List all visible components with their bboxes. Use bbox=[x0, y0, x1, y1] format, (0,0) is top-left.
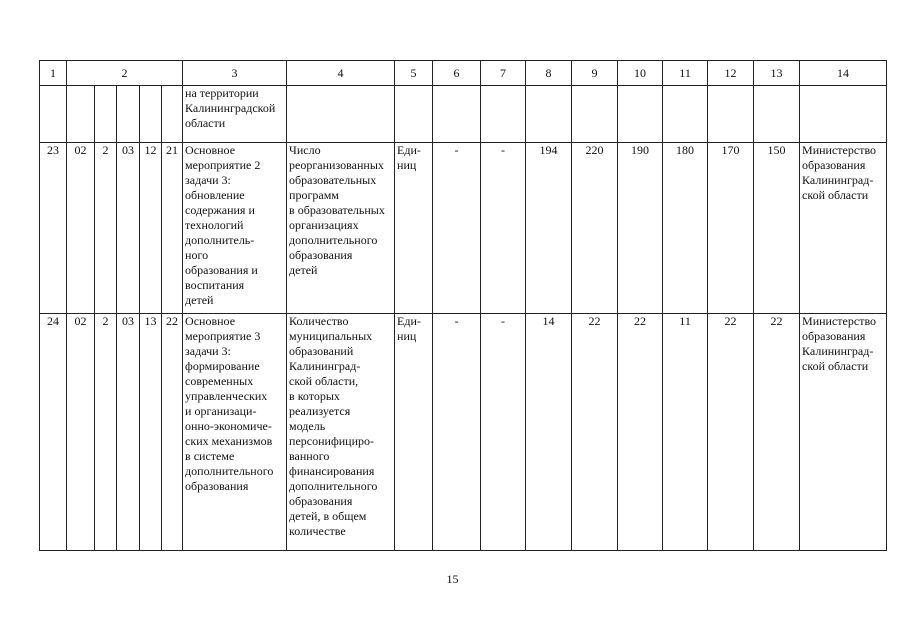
event-cell: Основное мероприятие 3 задачи 3: формирование современных управленческих и организаци- онно-экономиче- ских механизмов в системе дополнительного образования bbox=[183, 314, 287, 551]
code-cell: 13 bbox=[140, 314, 162, 551]
header-cell: 13 bbox=[754, 61, 800, 86]
value-cell: 22 bbox=[754, 314, 800, 551]
value-cell: - bbox=[433, 143, 481, 314]
data-table bbox=[39, 60, 887, 551]
header-cell: 7 bbox=[481, 61, 526, 86]
value-cell: - bbox=[481, 143, 526, 314]
value-cell: 22 bbox=[708, 314, 754, 551]
code-cell: 2 bbox=[95, 143, 117, 314]
code-cell: 22 bbox=[162, 314, 183, 551]
table-row bbox=[40, 143, 887, 314]
event-cell: Основное мероприятие 2 задачи 3: обновление содержания и технологий дополнитель- ного образования и воспитания детей bbox=[183, 143, 287, 314]
continuation-text: на территории Калининградской области bbox=[183, 86, 287, 143]
table-row bbox=[40, 314, 887, 551]
responsible-cell: Министерство образования Калининград- ской области bbox=[800, 143, 887, 314]
value-cell: 180 bbox=[663, 143, 708, 314]
row-number: 23 bbox=[40, 143, 67, 314]
header-cell: 5 bbox=[395, 61, 433, 86]
header-cell: 14 bbox=[800, 61, 887, 86]
indicator-cell: Количество муниципальных образований Калининград- ской области, в которых реализуется модель персонифициро- ванного финансирования дополнительного образования детей, в общем количестве bbox=[287, 314, 395, 551]
header-cell: 8 bbox=[526, 61, 572, 86]
header-cell: 6 bbox=[433, 61, 481, 86]
row-number: 24 bbox=[40, 314, 67, 551]
value-cell: 220 bbox=[572, 143, 618, 314]
value-cell: - bbox=[433, 314, 481, 551]
page-number: 15 bbox=[446, 572, 459, 586]
unit-cell: Еди- ниц bbox=[395, 314, 433, 551]
value-cell: - bbox=[481, 314, 526, 551]
unit-cell: Еди- ниц bbox=[395, 143, 433, 314]
header-cell: 4 bbox=[287, 61, 395, 86]
value-cell: 190 bbox=[618, 143, 663, 314]
value-cell: 150 bbox=[754, 143, 800, 314]
code-cell: 2 bbox=[95, 314, 117, 551]
header-cell: 11 bbox=[663, 61, 708, 86]
code-cell: 21 bbox=[162, 143, 183, 314]
value-cell: 22 bbox=[572, 314, 618, 551]
header-cell: 3 bbox=[183, 61, 287, 86]
indicator-cell: Число реорганизованных образовательных программ в образовательных организациях дополнительного образования детей bbox=[287, 143, 395, 314]
value-cell: 11 bbox=[663, 314, 708, 551]
value-cell: 22 bbox=[618, 314, 663, 551]
code-cell: 12 bbox=[140, 143, 162, 314]
header-row bbox=[40, 61, 887, 86]
header-cell: 9 bbox=[572, 61, 618, 86]
responsible-cell: Министерство образования Калининград- ской области bbox=[800, 314, 887, 551]
header-cell: 2 bbox=[67, 61, 183, 86]
code-cell: 02 bbox=[67, 143, 95, 314]
header-cell: 1 bbox=[40, 61, 67, 86]
code-cell: 03 bbox=[117, 314, 140, 551]
header-cell: 12 bbox=[708, 61, 754, 86]
value-cell: 170 bbox=[708, 143, 754, 314]
header-cell: 10 bbox=[618, 61, 663, 86]
value-cell: 194 bbox=[526, 143, 572, 314]
code-cell: 02 bbox=[67, 314, 95, 551]
value-cell: 14 bbox=[526, 314, 572, 551]
continuation-row bbox=[40, 86, 887, 143]
code-cell: 03 bbox=[117, 143, 140, 314]
